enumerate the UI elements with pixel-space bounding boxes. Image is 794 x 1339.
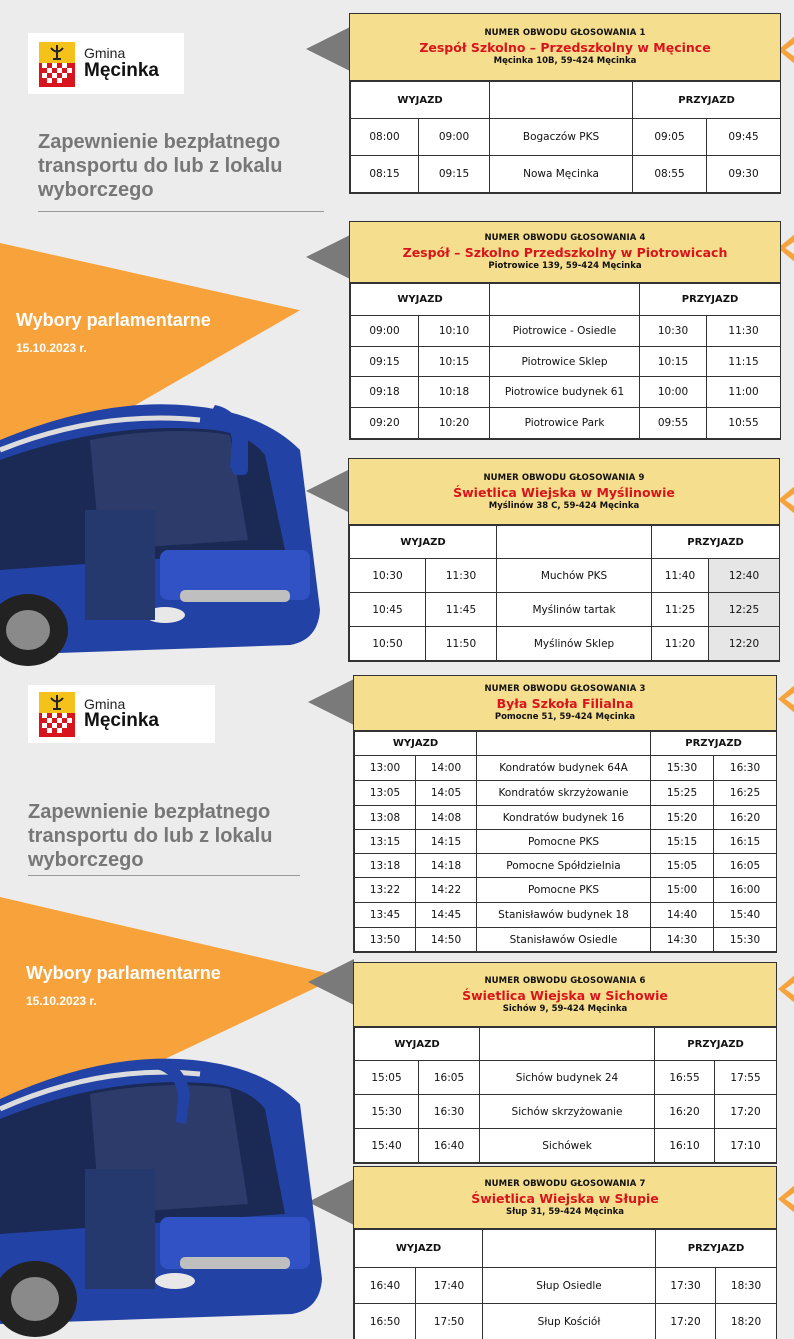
election-date: 15.10.2023 r. [26,994,97,1008]
arrival-time-1: 17:20 [656,1304,716,1339]
table-row [355,903,777,928]
arrival-time-1: 17:30 [656,1268,716,1304]
divider [28,875,300,876]
table-row [350,559,780,593]
chevron-decoration [778,679,794,719]
election-title: Wybory parlamentarne [26,963,221,983]
district-number: NUMER OBWODU GŁOSOWANIA 1 [484,28,646,38]
table-row [350,627,780,661]
departure-time-1: 09:20 [351,408,419,439]
departure-time-1: 16:50 [355,1304,416,1339]
election-info [16,310,211,355]
chevron-decoration [778,1179,794,1219]
arrival-time-2: 17:10 [715,1129,777,1163]
stop-name: Pomocne Spółdzielnia [477,854,651,878]
table-row [351,377,781,408]
table-row [355,756,777,781]
departure-time-2: 09:15 [419,156,490,193]
district-name: Zespół Szkolno – Przedszkolny w Męcince [419,40,711,55]
district-schedule-card [353,962,777,1164]
departure-time-2: 10:15 [419,347,490,377]
departure-header: WYJAZD [351,284,490,316]
district-address: Słup 31, 59-424 Męcinka [505,1206,625,1217]
arrival-time-2: 09:30 [707,156,781,193]
arrival-header: PRZYJAZD [640,284,781,316]
arrow-decoration [306,26,352,72]
arrival-time-1: 10:30 [640,316,707,347]
table-header-row [351,284,781,316]
crest-icon [38,691,76,737]
departure-time-1: 13:15 [355,830,416,854]
table-header-row [355,1230,777,1268]
departure-time-1: 15:30 [355,1095,419,1129]
departure-time-1: 16:40 [355,1268,416,1304]
departure-time-1: 13:50 [355,928,416,952]
district-number: NUMER OBWODU GŁOSOWANIA 6 [484,975,646,986]
table-row [351,347,781,377]
district-schedule-card [353,675,777,953]
gmina-logo [28,685,215,743]
table-row [351,316,781,347]
district-schedule-card [353,1166,777,1339]
district-name: Była Szkoła Filialna [496,696,634,711]
chevron-decoration [778,480,794,520]
election-date: 15.10.2023 r. [16,341,87,355]
district-header [354,1167,776,1229]
bus-illustration [0,400,330,669]
page-subtitle: Zapewnienie bezpłatnego transportu do lub z lokalu wyborczego [28,801,273,871]
arrival-time-1: 10:15 [640,347,707,377]
table-row [355,1304,777,1339]
departure-time-1: 08:15 [351,156,419,193]
departure-time-2: 14:00 [416,756,477,781]
arrival-time-2: 12:20 [709,627,780,661]
table-row [355,1268,777,1304]
chevron-decoration [778,969,794,1009]
departure-header: WYJAZD [351,82,490,119]
arrival-time-1: 10:00 [640,377,707,408]
arrival-time-2: 12:25 [709,593,780,627]
arrival-time-1: 11:25 [652,593,709,627]
arrival-time-2: 10:55 [707,408,781,439]
departure-time-2: 16:30 [419,1095,480,1129]
arrival-header: PRZYJAZD [655,1028,777,1061]
arrival-time-1: 09:05 [633,119,707,156]
district-name: Świetlica Wiejska w Sichowie [462,987,668,1003]
district-header [354,676,776,731]
departure-time-1: 09:18 [351,377,419,408]
arrival-time-1: 15:30 [651,756,714,781]
district-number: NUMER OBWODU GŁOSOWANIA 7 [484,1178,646,1189]
schedule-table [349,525,780,661]
departure-time-2: 09:00 [419,119,490,156]
arrival-time-1: 15:20 [651,806,714,830]
table-row [351,156,781,193]
table-row [355,854,777,878]
logo-gmina-label: Gmina [84,695,126,712]
schedule-table [354,731,777,952]
bus-illustration [0,1049,330,1339]
stop-name: Myślinów tartak [497,593,652,627]
departure-time-1: 13:00 [355,756,416,781]
arrival-time-1: 08:55 [633,156,707,193]
arrival-time-2: 15:40 [714,903,777,928]
district-address: Męcinka 10B, 59-424 Męcinka [493,56,637,66]
stop-name: Muchów PKS [497,559,652,593]
departure-time-2: 10:20 [419,408,490,439]
departure-time-1: 13:22 [355,878,416,903]
arrival-time-2: 11:15 [707,347,781,377]
arrival-time-2: 12:40 [709,559,780,593]
logo-gmina-label: Gmina [84,45,126,62]
arrival-time-2: 18:30 [716,1268,777,1304]
departure-time-1: 13:45 [355,903,416,928]
departure-time-1: 13:05 [355,781,416,806]
arrival-time-1: 11:20 [652,627,709,661]
departure-time-2: 11:45 [426,593,497,627]
divider [38,211,324,212]
departure-time-2: 10:18 [419,377,490,408]
departure-time-1: 09:15 [351,347,419,377]
arrival-header: PRZYJAZD [633,82,781,119]
district-header [349,459,779,525]
table-row [355,878,777,903]
stop-name: Sichówek [480,1129,655,1163]
departure-time-2: 11:30 [426,559,497,593]
district-address: Sichów 9, 59-424 Męcinka [502,1003,628,1014]
table-row [350,593,780,627]
arrival-time-2: 16:20 [714,806,777,830]
arrival-time-1: 15:00 [651,878,714,903]
departure-time-2: 14:05 [416,781,477,806]
stop-name: Piotrowice Park [490,408,640,439]
arrival-time-2: 16:30 [714,756,777,781]
departure-header: WYJAZD [355,1028,480,1061]
arrival-time-1: 11:40 [652,559,709,593]
table-row [355,830,777,854]
arrival-time-1: 16:20 [655,1095,715,1129]
arrival-time-2: 11:00 [707,377,781,408]
crest-icon [38,41,76,87]
district-name: Zespół – Szkolno Przedszkolny w Piotrowicach [402,245,728,260]
departure-time-1: 13:18 [355,854,416,878]
table-row [355,1129,777,1163]
stop-name: Sichów skrzyżowanie [480,1095,655,1129]
departure-time-2: 16:40 [419,1129,480,1163]
stop-name: Kondratów budynek 64A [477,756,651,781]
departure-time-2: 17:50 [416,1304,483,1339]
arrival-time-1: 14:40 [651,903,714,928]
district-address: Pomocne 51, 59-424 Męcinka [494,712,636,722]
stop-name: Sichów budynek 24 [480,1061,655,1095]
arrow-decoration [308,959,354,1005]
arrival-time-1: 09:55 [640,408,707,439]
schedule-table [354,1027,777,1163]
stop-header [497,526,652,559]
arrival-time-2: 16:25 [714,781,777,806]
stop-name: Stanisławów budynek 18 [477,903,651,928]
stop-name: Kondratów skrzyżowanie [477,781,651,806]
stop-name: Słup Kościół [483,1304,656,1339]
stop-header [483,1230,656,1268]
stop-header [490,82,633,119]
departure-header: WYJAZD [355,732,477,756]
arrow-decoration [308,679,354,725]
stop-name: Pomocne PKS [477,878,651,903]
departure-header: WYJAZD [355,1230,483,1268]
table-row [355,928,777,952]
arrival-header: PRZYJAZD [651,732,777,756]
logo-name: Męcinka [84,710,159,732]
arrival-time-2: 16:05 [714,854,777,878]
departure-time-2: 14:50 [416,928,477,952]
table-header-row [355,1028,777,1061]
district-number: NUMER OBWODU GŁOSOWANIA 4 [484,233,646,243]
district-name: Świetlica Wiejska w Myślinowie [453,484,675,500]
arrival-time-2: 16:15 [714,830,777,854]
table-row [355,806,777,830]
arrival-time-1: 14:30 [651,928,714,952]
gmina-logo [28,33,184,94]
district-schedule-card [348,458,780,662]
arrival-time-1: 16:55 [655,1061,715,1095]
departure-time-2: 16:05 [419,1061,480,1095]
arrival-time-2: 15:30 [714,928,777,952]
table-header-row [351,82,781,119]
district-schedule-card [349,221,781,440]
arrival-time-2: 17:20 [715,1095,777,1129]
arrival-time-1: 16:10 [655,1129,715,1163]
stop-name: Myślinów Sklep [497,627,652,661]
arrival-time-1: 15:05 [651,854,714,878]
stop-name: Nowa Męcinka [490,156,633,193]
departure-time-2: 11:50 [426,627,497,661]
district-address: Piotrowice 139, 59-424 Męcinka [488,261,642,271]
table-row [355,1095,777,1129]
stop-name: Piotrowice Sklep [490,347,640,377]
stop-header [477,732,651,756]
table-row [351,408,781,439]
departure-time-1: 10:50 [350,627,426,661]
stop-name: Stanisławów Osiedle [477,928,651,952]
departure-time-2: 14:08 [416,806,477,830]
departure-time-1: 10:30 [350,559,426,593]
departure-time-2: 14:15 [416,830,477,854]
stop-name: Pomocne PKS [477,830,651,854]
departure-time-2: 17:40 [416,1268,483,1304]
arrival-time-2: 17:55 [715,1061,777,1095]
arrival-time-1: 15:15 [651,830,714,854]
stop-name: Piotrowice budynek 61 [490,377,640,408]
departure-header: WYJAZD [350,526,497,559]
arrival-time-1: 15:25 [651,781,714,806]
arrival-header: PRZYJAZD [656,1230,777,1268]
stop-name: Piotrowice - Osiedle [490,316,640,347]
logo-name: Męcinka [84,59,159,81]
table-header-row [355,732,777,756]
table-row [355,781,777,806]
arrival-time-2: 11:30 [707,316,781,347]
page-subtitle: Zapewnienie bezpłatnego transportu do lub z lokalu wyborczego [38,131,283,201]
table-row [351,119,781,156]
schedule-table [350,283,781,439]
district-schedule-card [349,13,781,194]
departure-time-1: 15:05 [355,1061,419,1095]
departure-time-2: 14:45 [416,903,477,928]
district-number: NUMER OBWODU GŁOSOWANIA 9 [483,472,645,483]
arrival-header: PRZYJAZD [652,526,780,559]
election-info [26,963,221,1008]
arrival-time-2: 18:20 [716,1304,777,1339]
stop-name: Bogaczów PKS [490,119,633,156]
departure-time-2: 14:18 [416,854,477,878]
departure-time-2: 10:10 [419,316,490,347]
stop-name: Kondratów budynek 16 [477,806,651,830]
stop-header [480,1028,655,1061]
arrival-time-2: 16:00 [714,878,777,903]
stop-name: Słup Osiedle [483,1268,656,1304]
departure-time-1: 15:40 [355,1129,419,1163]
district-address: Myślinów 38 C, 59-424 Męcinka [488,500,640,511]
district-number: NUMER OBWODU GŁOSOWANIA 3 [484,684,646,694]
table-header-row [350,526,780,559]
district-header [354,963,776,1027]
departure-time-1: 10:45 [350,593,426,627]
district-header [350,14,780,81]
arrival-time-2: 09:45 [707,119,781,156]
district-name: Świetlica Wiejska w Słupie [471,1190,659,1206]
departure-time-1: 13:08 [355,806,416,830]
schedule-table [350,81,781,193]
stop-header [490,284,640,316]
departure-time-2: 14:22 [416,878,477,903]
departure-time-1: 08:00 [351,119,419,156]
table-row [355,1061,777,1095]
departure-time-1: 09:00 [351,316,419,347]
district-header [350,222,780,283]
schedule-table [354,1229,777,1339]
arrow-decoration [306,234,352,280]
election-title: Wybory parlamentarne [16,310,211,330]
